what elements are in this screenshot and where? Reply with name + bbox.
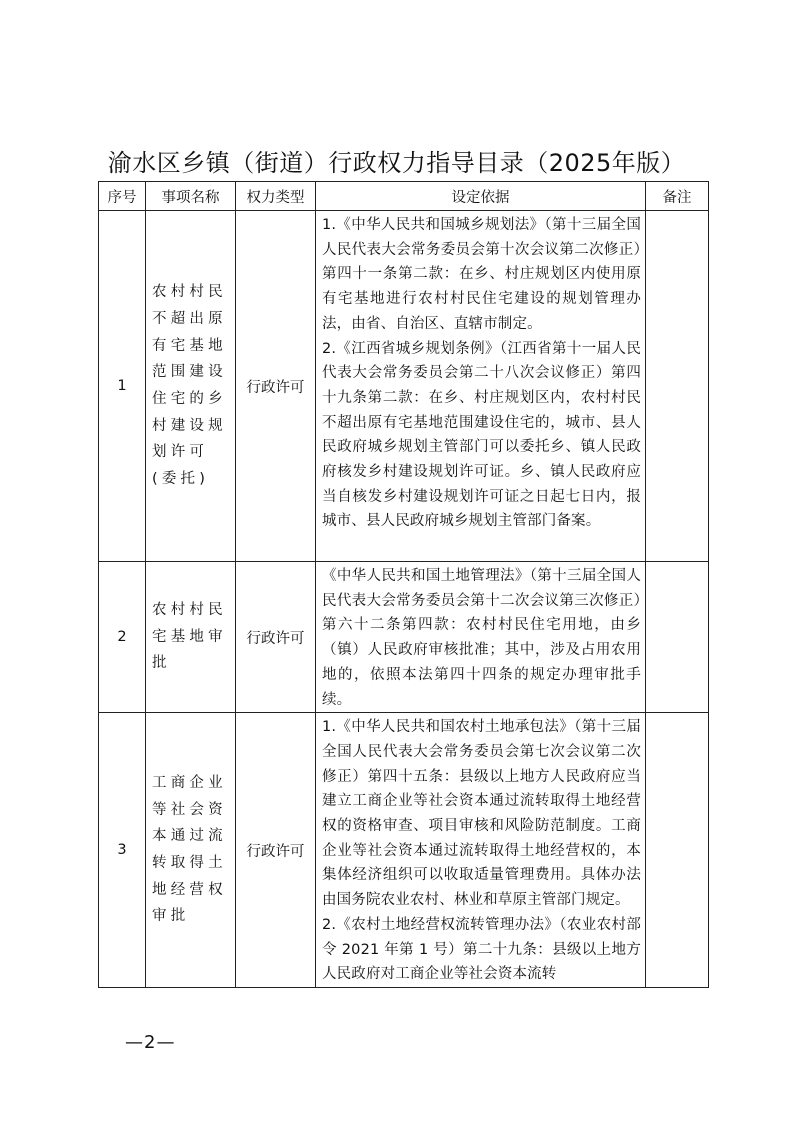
row-name: 农村村民宅基地审批 [152, 602, 227, 672]
row-type: 行政许可 [236, 562, 316, 713]
row-name: 农村村民不超出原有宅基地范围建设住宅的乡村建设规划许可(委托) [152, 284, 227, 488]
table-row [99, 713, 709, 988]
row-no: 1 [99, 211, 146, 562]
row-remark [646, 562, 709, 713]
table-row [99, 211, 709, 562]
header-type: 权力类型 [236, 182, 316, 211]
row-type: 行政许可 [236, 211, 316, 562]
header-basis: 设定依据 [316, 182, 646, 211]
row-remark [646, 713, 709, 988]
row-type: 行政许可 [236, 713, 316, 988]
header-name: 事项名称 [146, 182, 236, 211]
basis-paragraph: 2.《农村土地经营权流转管理办法》（农业农村部令 2021 年第 1 号）第二十九条：县级以上地方人民政府对工商企业等社会资本流转 [322, 916, 641, 983]
header-no: 序号 [99, 182, 146, 211]
row-name-cell [146, 713, 236, 988]
header-remark: 备注 [646, 182, 709, 211]
document-title: 渝水区乡镇（街道）行政权力指导目录（2025年版） [107, 149, 686, 177]
basis-paragraph: 2.《江西省城乡规划条例》（江西省第十一届人民代表大会常务委员会第二十八次会议修正）第四十九条第二款：在乡、村庄规划区内，农村村民不超出原有宅基地范围建设住宅的，城市、县人民政府城乡规划主管部门可以委托乡、镇人民政府核发乡村建设规划许可证。乡、镇人民政府应当自核发乡村建设规划许可证之日起七日内，报城市、县人民政府城乡规划主管部门备案。 [322, 340, 641, 530]
row-name: 工商企业等社会资本通过流转取得土地经营权审批 [152, 774, 227, 925]
row-remark [646, 211, 709, 562]
row-basis-cell [316, 562, 646, 713]
row-basis-cell [316, 211, 646, 562]
basis-paragraph: 1.《中华人民共和国农村土地承包法》（第十三届全国人民代表大会常务委员会第七次会议第二次修正）第四十五条：县级以上地方人民政府应当建立工商企业等社会资本通过流转取得土地经营权的资格审查、项目审核和风险防范制度。工商企业等社会资本通过流转取得土地经营权的，本集体经济组织可以收取适量管理费用。具体办法由国务院农业农村、林业和草原主管部门规定。 [322, 719, 641, 909]
row-basis-cell [316, 713, 646, 988]
row-name-cell [146, 562, 236, 713]
basis-paragraph: 《中华人民共和国土地管理法》（第十三届全国人民代表大会常务委员会第十二次会议第三次修正）第六十二条第四款：农村村民住宅用地，由乡（镇）人民政府审核批准；其中，涉及占用农用地的，依照本法第四十四条的规定办理审批手续。 [322, 568, 641, 708]
table-header-row [99, 182, 709, 211]
basis-paragraph: 1.《中华人民共和国城乡规划法》（第十三届全国人民代表大会常务委员会第十次会议第二次修正）第四十一条第二款：在乡、村庄规划区内使用原有宅基地进行农村村民住宅建设的规划管理办法，由省、自治区、直辖市制定。 [322, 217, 641, 332]
row-no: 3 [99, 713, 146, 988]
row-name-cell [146, 211, 236, 562]
page-number: —2— [125, 1032, 176, 1053]
table-row [99, 562, 709, 713]
power-catalog-table [98, 181, 709, 988]
row-no: 2 [99, 562, 146, 713]
